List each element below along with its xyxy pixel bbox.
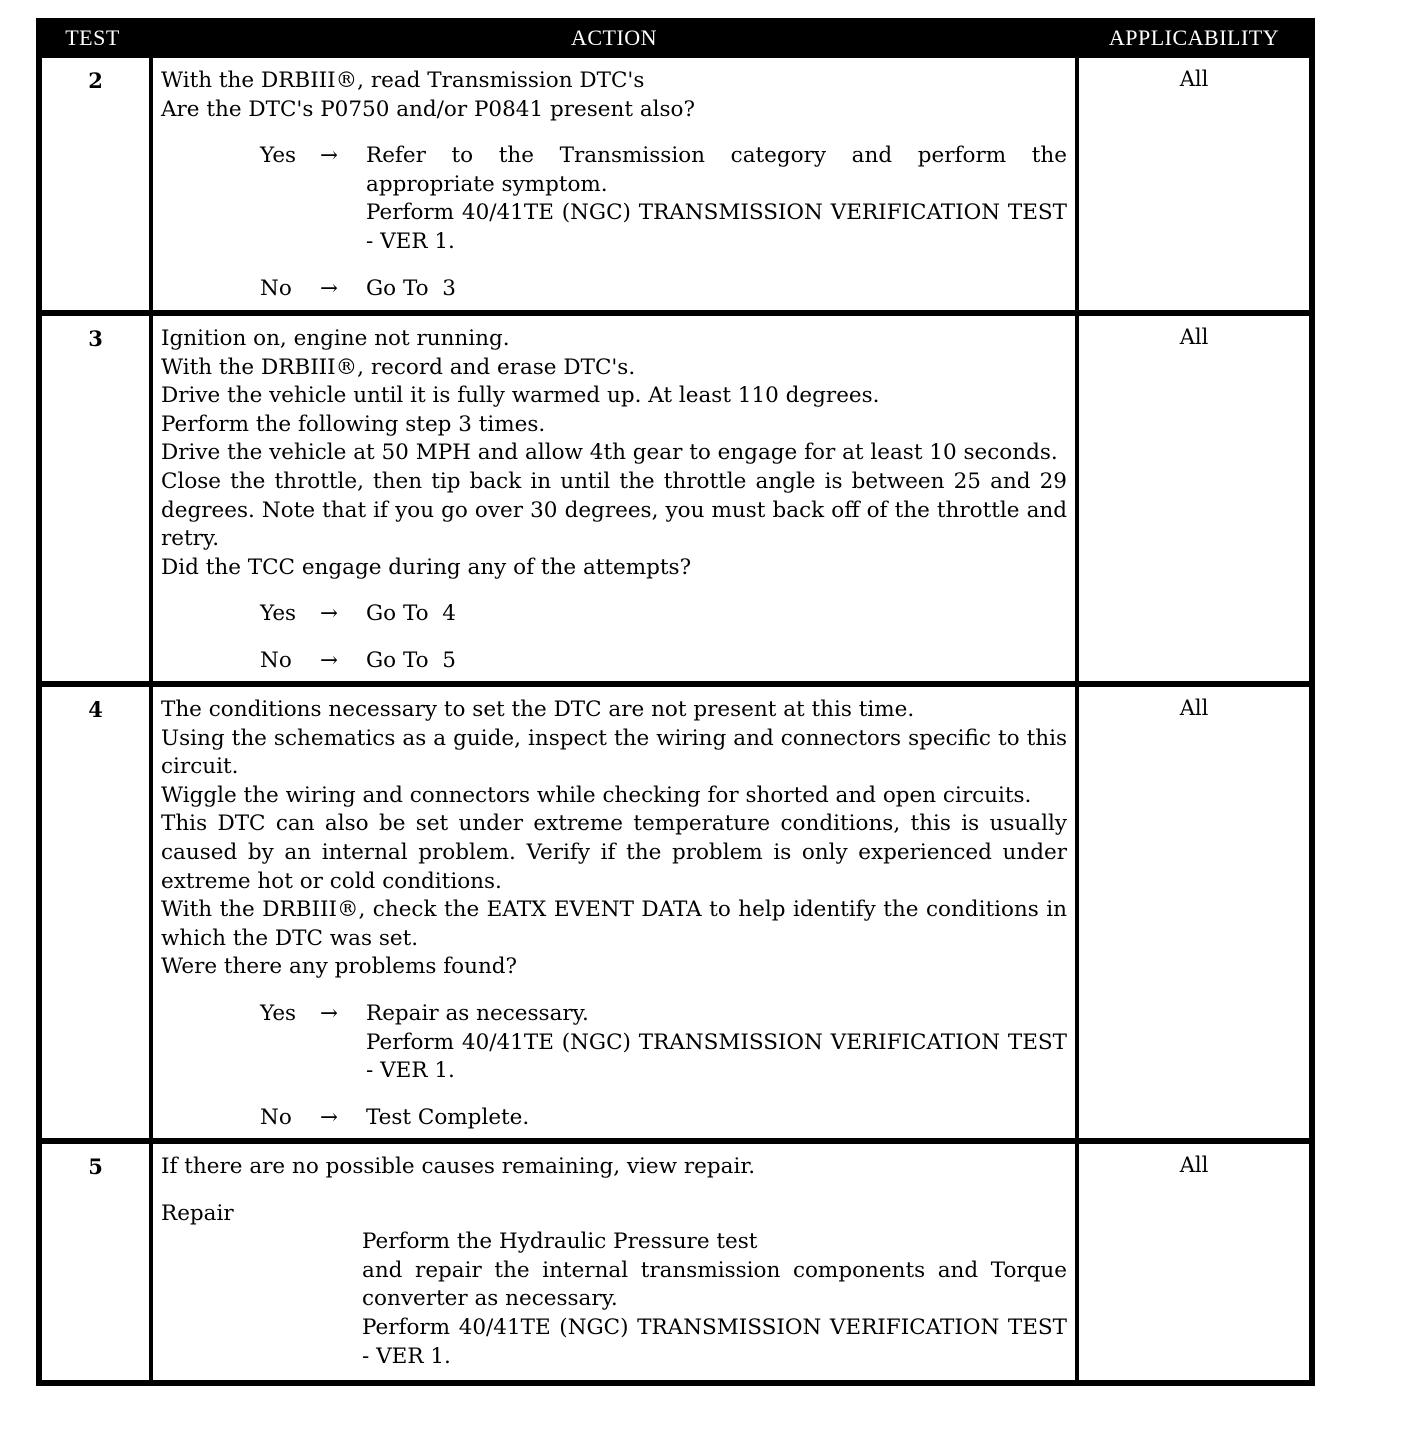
repair-label: Repair: [161, 1200, 234, 1226]
yes-result-line: Perform 40/41TE (NGC) TRANSMISSION VERIFICATION TEST - VER 1.: [366, 1029, 1067, 1084]
row-5-test-number: 5: [42, 1144, 149, 1380]
action-line: With the DRBIII®, check the EATX EVENT DATA to help identify the conditions in which the DTC was set.: [161, 897, 1067, 951]
yes-result-line: Perform 40/41TE (NGC) TRANSMISSION VERIFICATION TEST - VER 1.: [366, 200, 1067, 254]
no-branch: [260, 647, 1067, 676]
no-label: No: [260, 647, 292, 673]
no-result-line: Test Complete.: [366, 1104, 530, 1130]
header-applicability: APPLICABILITY: [1108, 25, 1280, 50]
yes-label: Yes: [260, 601, 297, 627]
action-line: With the DRBIII®, read Transmission DTC's: [161, 68, 645, 93]
yes-label: Yes: [260, 1000, 297, 1026]
action-line: Did the TCC engage during any of the attempts?: [161, 554, 692, 580]
arrow-right-icon: →: [320, 275, 339, 301]
action-line: Drive the vehicle at 50 MPH and allow 4th gear to engage for at least 10 seconds.: [161, 440, 1058, 466]
row-4-action: [153, 687, 1075, 1138]
action-line: The conditions necessary to set the DTC are not present at this time.: [161, 697, 915, 722]
row-5-action: [153, 1144, 1075, 1380]
row-3-applicability: All: [1079, 316, 1309, 681]
row-2-action: [153, 58, 1075, 310]
repair-line: and repair the internal transmission components and Torque converter as necessary.: [362, 1257, 1067, 1312]
no-result-line: Go To 5: [366, 647, 456, 673]
no-result-line: Go To 3: [366, 275, 456, 301]
action-line: Perform the following step 3 times.: [161, 411, 546, 437]
yes-branch: [260, 1000, 1067, 1086]
action-line: Were there any problems found?: [161, 954, 518, 980]
row-4-test-number: 4: [42, 687, 149, 1138]
action-line: Ignition on, engine not running.: [161, 326, 510, 351]
yes-branch: [260, 600, 1067, 629]
no-label: No: [260, 1104, 292, 1130]
arrow-right-icon: →: [320, 143, 339, 169]
row-3-test-number: 3: [42, 316, 149, 681]
action-line: Wiggle the wiring and connectors while checking for shorted and open circuits.: [161, 782, 1032, 808]
repair-instructions: [362, 1228, 1067, 1371]
header-action: ACTION: [570, 25, 658, 50]
arrow-right-icon: →: [320, 647, 339, 673]
action-line: This DTC can also be set under extreme temperature conditions, this is usually caused by an internal problem. Verify if the problem is only experienced under extreme hot or cold conditions.: [161, 811, 1067, 894]
row-2-test-number: 2: [42, 58, 149, 310]
header-test: TEST: [65, 25, 120, 50]
arrow-right-icon: →: [320, 1104, 339, 1130]
yes-branch: [260, 142, 1067, 256]
yes-result-line: Repair as necessary.: [366, 1000, 589, 1026]
action-line: Drive the vehicle until it is fully warmed up. At least 110 degrees.: [161, 383, 880, 409]
repair-line: Perform 40/41TE (NGC) TRANSMISSION VERIFICATION TEST - VER 1.: [362, 1314, 1067, 1369]
yes-label: Yes: [260, 143, 297, 169]
action-line: With the DRBIII®, record and erase DTC's.: [161, 354, 636, 380]
no-branch: [260, 1104, 1067, 1133]
row-3-action: [153, 316, 1075, 681]
action-line: Using the schematics as a guide, inspect the wiring and connectors specific to this circuit.: [161, 725, 1067, 780]
action-line: If there are no possible causes remaining, view repair.: [161, 1154, 756, 1179]
arrow-right-icon: →: [320, 601, 339, 627]
row-4-applicability: All: [1079, 687, 1309, 1138]
row-2-applicability: All: [1079, 58, 1309, 310]
yes-result-line: Refer to the Transmission category and perform the appropriate symptom.: [366, 143, 1067, 197]
action-line: Close the throttle, then tip back in until the throttle angle is between 25 and 29 degrees. Note that if you go over 30 degrees, you must back off of the throttle and retry.: [161, 468, 1067, 552]
repair-line: Perform the Hydraulic Pressure test: [362, 1229, 758, 1255]
no-label: No: [260, 275, 292, 301]
yes-result-line: Go To 4: [366, 601, 456, 627]
arrow-right-icon: →: [320, 1000, 339, 1026]
diagnostic-table: [36, 18, 1315, 1386]
row-5-applicability: All: [1079, 1144, 1309, 1380]
action-line: Are the DTC's P0750 and/or P0841 present also?: [161, 96, 696, 122]
no-branch: [260, 275, 1067, 304]
